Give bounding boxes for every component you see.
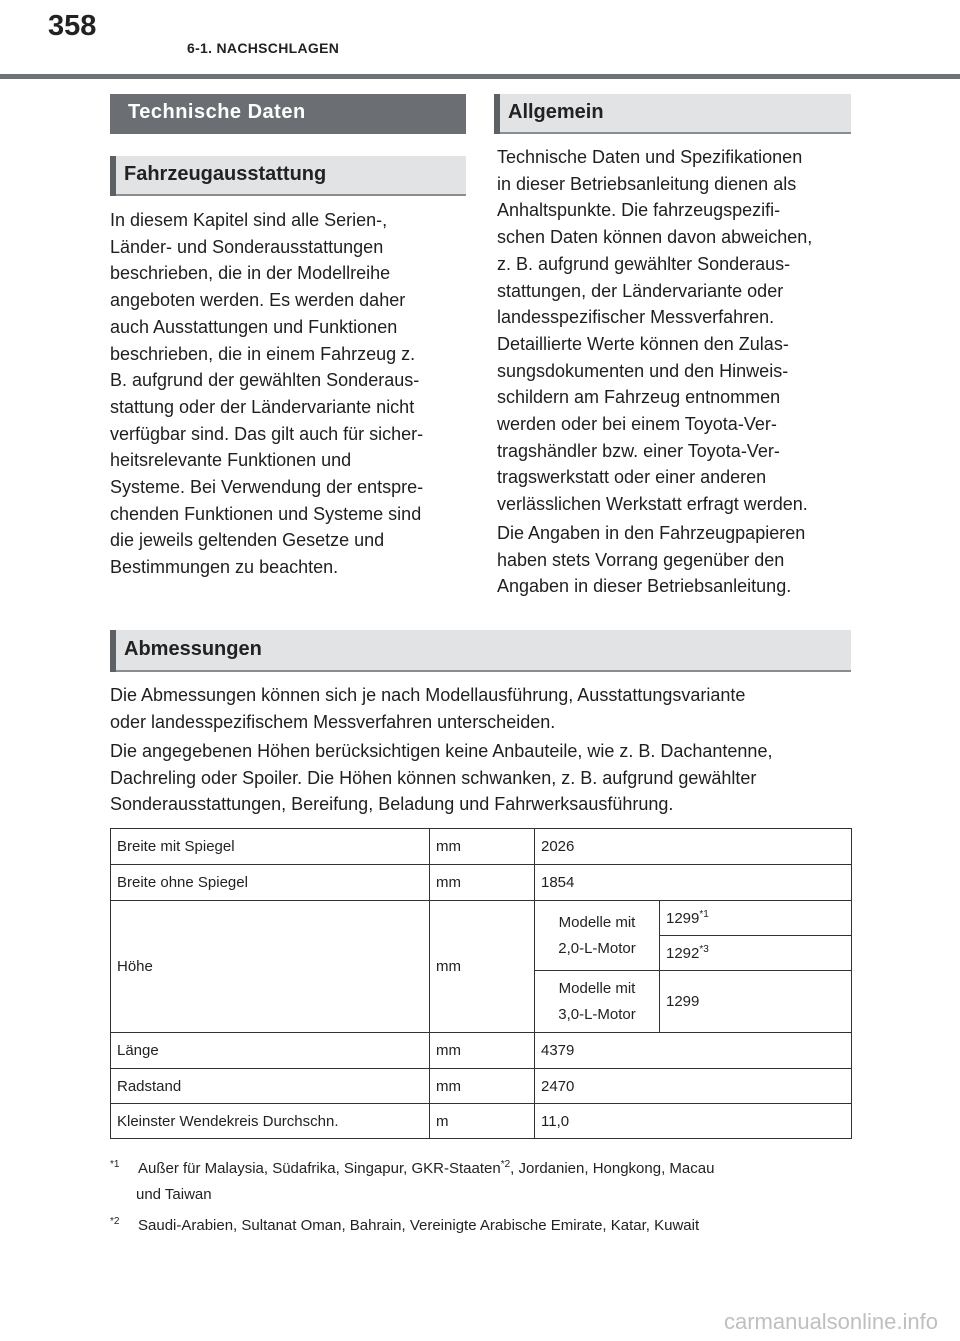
table-cell-unit: mm — [430, 901, 535, 1033]
header-divider — [0, 74, 960, 79]
text-line: tragswerkstatt oder einer anderen — [497, 467, 767, 488]
table-row — [111, 829, 852, 865]
subheading-text: Fahrzeugausstattung — [124, 163, 327, 185]
text-line: landesspezifischer Messverfahren. — [497, 307, 775, 328]
table-cell-label: Höhe — [111, 901, 430, 1033]
subheading-text: Allgemein — [508, 101, 604, 123]
text-line: auch Ausstattungen und Funktionen — [110, 316, 398, 337]
text-line: haben stets Vorrang gegenüber den — [497, 549, 785, 570]
table-row — [111, 901, 852, 936]
text-line: Die angegebenen Höhen berücksichtigen keine Anbauteile, wie z. B. Dachantenne, — [110, 741, 773, 761]
table-cell-value: 2026 — [535, 829, 852, 865]
table-cell-variant-3-0 — [535, 971, 660, 1033]
text-line: in dieser Betriebsanleitung dienen als — [497, 173, 797, 194]
footnote-text: Saudi-Arabien, Sultanat Oman, Bahrain, Vereinigte Arabische Emirate, Katar, Kuwait — [138, 1217, 700, 1234]
text-line: stattungen, der Ländervariante oder — [497, 280, 784, 301]
variant-line: Modelle mit — [558, 979, 636, 997]
value-text: 1299 — [666, 910, 700, 927]
subheading-text: Abmessungen — [124, 638, 262, 660]
allgemein-paragraph-2 — [497, 520, 857, 600]
text-line: schen Daten können davon abweichen, — [497, 227, 813, 248]
table-cell-value — [660, 901, 852, 936]
table-cell-value: 2470 — [535, 1069, 852, 1104]
table-row — [111, 1069, 852, 1104]
text-line: Angaben in dieser Betriebsanleitung. — [497, 576, 792, 597]
fahrzeugausstattung-paragraph — [110, 207, 470, 581]
table-row — [111, 1033, 852, 1069]
table-row — [111, 865, 852, 901]
text-line: werden oder bei einem Toyota-Ver- — [497, 414, 777, 435]
section-title: 6-1. NACHSCHLAGEN — [187, 40, 340, 56]
text-line: B. aufgrund der gewählten Sonderaus- — [110, 370, 420, 391]
text-line: beschrieben, die in einem Fahrzeug z. — [110, 343, 416, 364]
abmessungen-paragraph-1 — [110, 682, 870, 735]
text-line: verfügbar sind. Das gilt auch für sicher- — [110, 423, 424, 444]
value-text: 1292 — [666, 945, 700, 962]
table-cell-label: Breite ohne Spiegel — [111, 865, 430, 901]
table-cell-label: Radstand — [111, 1069, 430, 1104]
footnote-ref: *2 — [500, 1159, 511, 1170]
table-cell-label: Kleinster Wendekreis Durchschn. — [111, 1104, 430, 1139]
footnote-ref: *1 — [699, 909, 709, 920]
table-cell-label: Länge — [111, 1033, 430, 1069]
text-line: angeboten werden. Es werden daher — [110, 290, 406, 311]
text-line: Technische Daten und Spezifikationen — [497, 147, 803, 167]
table-cell-value — [660, 936, 852, 971]
text-line: sungsdokumenten und den Hinweis- — [497, 360, 789, 381]
allgemein-paragraph-1 — [497, 144, 857, 518]
variant-line: 3,0-L-Motor — [558, 1005, 636, 1023]
footnote-text: Außer für Malaysia, Südafrika, Singapur, GKR-Staaten — [138, 1160, 501, 1177]
text-line: Bestimmungen zu beachten. — [110, 557, 339, 578]
footnote-line — [110, 1209, 870, 1239]
text-line: Dachreling oder Spoiler. Die Höhen können schwanken, z. B. aufgrund gewählter — [110, 767, 757, 788]
table-cell-unit: mm — [430, 865, 535, 901]
text-line: schildern am Fahrzeug entnommen — [497, 387, 781, 408]
page-number: 358 — [48, 10, 97, 42]
footnote-line: und Taiwan — [136, 1186, 212, 1203]
table-cell-value: 11,0 — [535, 1104, 852, 1139]
table-cell-unit: mm — [430, 1033, 535, 1069]
table-cell-label: Breite mit Spiegel — [111, 829, 430, 865]
chapter-title: Technische Daten — [110, 94, 466, 134]
text-line: chenden Funktionen und Systeme sind — [110, 503, 422, 524]
subheading-abmessungen — [110, 630, 851, 672]
footnote-ref: *3 — [699, 944, 709, 955]
footnote-marker: *1 — [110, 1159, 120, 1170]
text-line: verlässlichen Werkstatt erfragt werden. — [497, 494, 808, 515]
text-line: tragshändler bzw. einer Toyota-Ver- — [497, 440, 780, 461]
footnote-marker: *2 — [110, 1216, 120, 1227]
text-line: Anhaltspunkte. Die fahrzeugspezifi- — [497, 200, 781, 221]
text-line: stattung oder der Ländervariante nicht — [110, 396, 415, 417]
text-line: Systeme. Bei Verwendung der entspre- — [110, 477, 424, 498]
text-line: z. B. aufgrund gewählter Sonderaus- — [497, 253, 791, 274]
text-line: Detaillierte Werte können den Zulas- — [497, 333, 789, 354]
text-line: In diesem Kapitel sind alle Serien-, — [110, 210, 388, 230]
text-line: die jeweils geltenden Gesetze und — [110, 530, 385, 551]
text-line: oder landesspezifischem Messverfahren unterscheiden. — [110, 711, 556, 732]
footnote-2 — [110, 1209, 870, 1239]
abmessungen-paragraph-2 — [110, 738, 870, 818]
table-cell-unit: mm — [430, 1069, 535, 1104]
text-line: Länder- und Sonderausstattungen — [110, 236, 384, 257]
table-cell-unit: m — [430, 1104, 535, 1139]
table-row — [111, 1104, 852, 1139]
watermark: carmanualsonline.info — [723, 1309, 938, 1334]
variant-line: Modelle mit — [558, 913, 636, 931]
subheading-allgemein — [494, 94, 851, 134]
footnote-line — [110, 1152, 870, 1182]
text-line: heitsrelevante Funktionen und — [110, 450, 352, 471]
footnote-text: , Jordanien, Hongkong, Macau — [510, 1160, 715, 1177]
text-line: beschrieben, die in der Modellreihe — [110, 263, 391, 284]
table-cell-unit: mm — [430, 829, 535, 865]
footnote-1 — [110, 1152, 870, 1208]
table-cell-variant-2-0 — [535, 901, 660, 971]
text-line: Die Abmessungen können sich je nach Modellausführung, Ausstattungsvariante — [110, 685, 746, 705]
variant-line: 2,0-L-Motor — [558, 939, 636, 957]
table-cell-value: 4379 — [535, 1033, 852, 1069]
table-cell-value: 1299 — [660, 971, 852, 1033]
dimensions-table — [110, 828, 852, 1139]
text-line: Sonderausstattungen, Bereifung, Beladung und Fahrwerksausführung. — [110, 794, 674, 814]
table-cell-value: 1854 — [535, 865, 852, 901]
text-line: Die Angaben in den Fahrzeugpapieren — [497, 523, 806, 543]
subheading-fahrzeugausstattung — [110, 156, 466, 196]
